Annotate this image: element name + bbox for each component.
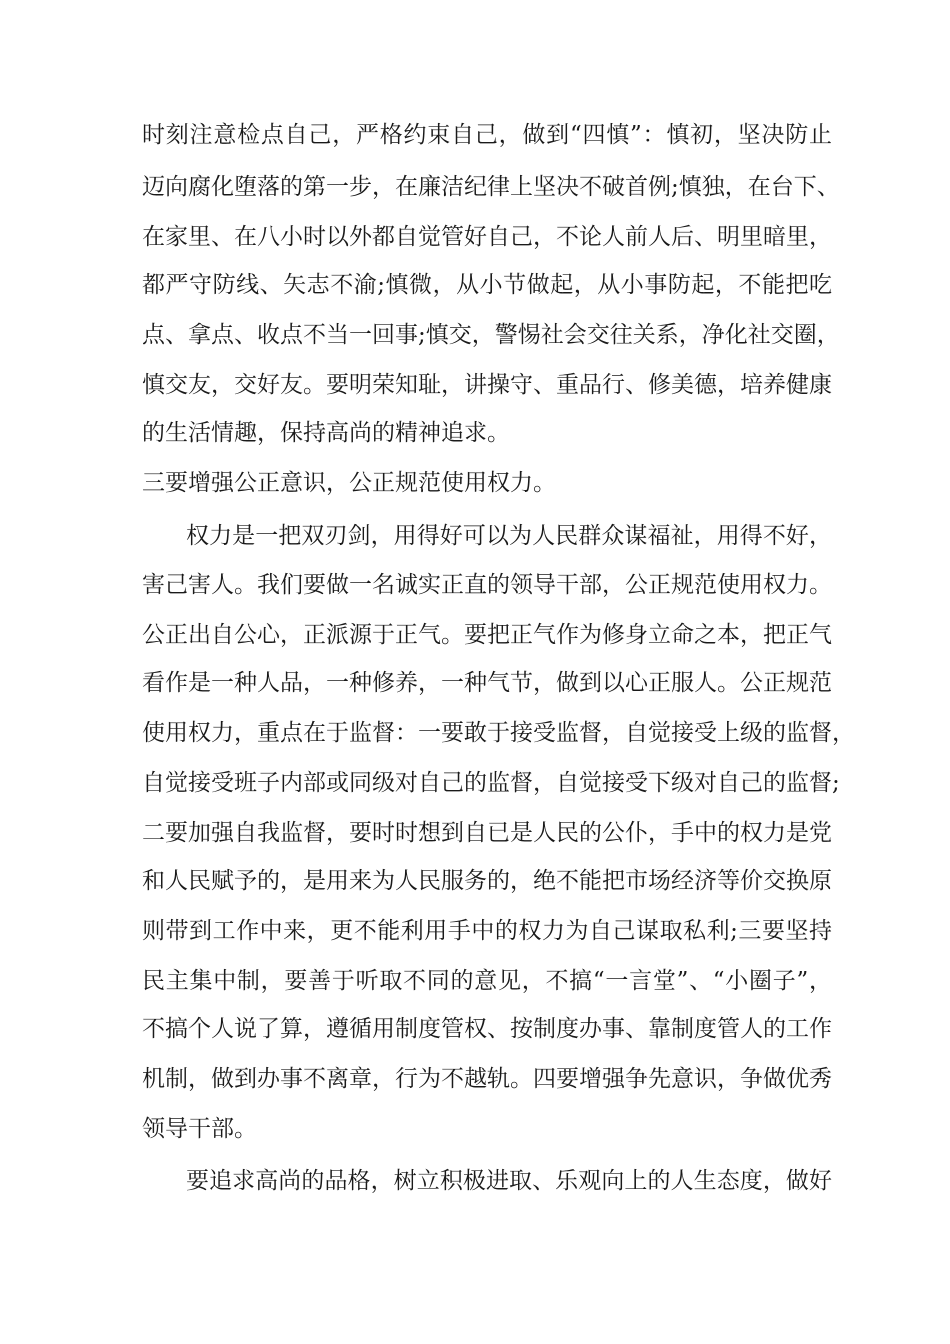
text-line: 则带到工作中来，更不能利用手中的权力为自己谋取私利;三要坚持 — [142, 918, 832, 944]
paragraph-first-line: 权力是一把双刃剑，用得好可以为人民群众谋福祉，用得不好， — [186, 523, 832, 549]
text-line: 不搞个人说了算，遵循用制度管权、按制度办事、靠制度管人的工作 — [142, 1016, 832, 1042]
paragraph-first-line: 要追求高尚的品格，树立积极进取、乐观向上的人生态度，做好 — [186, 1168, 832, 1194]
text-line: 时刻注意检点自己，严格约束自己，做到“四慎”：慎初，坚决防止 — [142, 122, 832, 148]
text-line: 二要加强自我监督，要时时想到自已是人民的公仆，手中的权力是党 — [142, 820, 832, 846]
text-line: 使用权力，重点在于监督：一要敢于接受监督，自觉接受上级的监督， — [142, 720, 855, 746]
text-line: 慎交友，交好友。要明荣知耻，讲操守、重品行、修美德，培养健康 — [142, 372, 832, 398]
text-line: 的生活情趣，保持高尚的精神追求。 — [142, 420, 510, 446]
text-line: 都严守防线、矢志不渝;慎微，从小节做起，从小事防起，不能把吃 — [142, 272, 832, 298]
section-heading: 三要增强公正意识，公正规范使用权力。 — [142, 470, 556, 496]
text-line: 公正出自公心，正派源于正气。要把正气作为修身立命之本，把正气 — [142, 622, 832, 648]
text-line: 在家里、在八小时以外都自觉管好自己，不论人前人后、明里暗里， — [142, 224, 832, 250]
text-line: 迈向腐化堕落的第一步，在廉洁纪律上坚决不破首例;慎独，在台下、 — [142, 174, 840, 200]
text-line: 点、拿点、收点不当一回事;慎交，警惕社会交往关系，净化社交圈， — [142, 322, 840, 348]
text-line: 自觉接受班子内部或同级对自己的监督，自觉接受下级对自己的监督; — [142, 770, 840, 796]
text-line: 害己害人。我们要做一名诚实正直的领导干部，公正规范使用权力。 — [142, 572, 832, 598]
text-line: 机制，做到办事不离章，行为不越轨。四要增强争先意识，争做优秀 — [142, 1066, 832, 1092]
text-line: 领导干部。 — [142, 1116, 257, 1142]
text-line: 和人民赋予的，是用来为人民服务的，绝不能把市场经济等价交换原 — [142, 868, 832, 894]
text-line: 民主集中制，要善于听取不同的意见，不搞“一言堂”、“小圈子”， — [142, 968, 832, 994]
text-line: 看作是一种人品，一种修养，一种气节，做到以心正服人。公正规范 — [142, 670, 832, 696]
